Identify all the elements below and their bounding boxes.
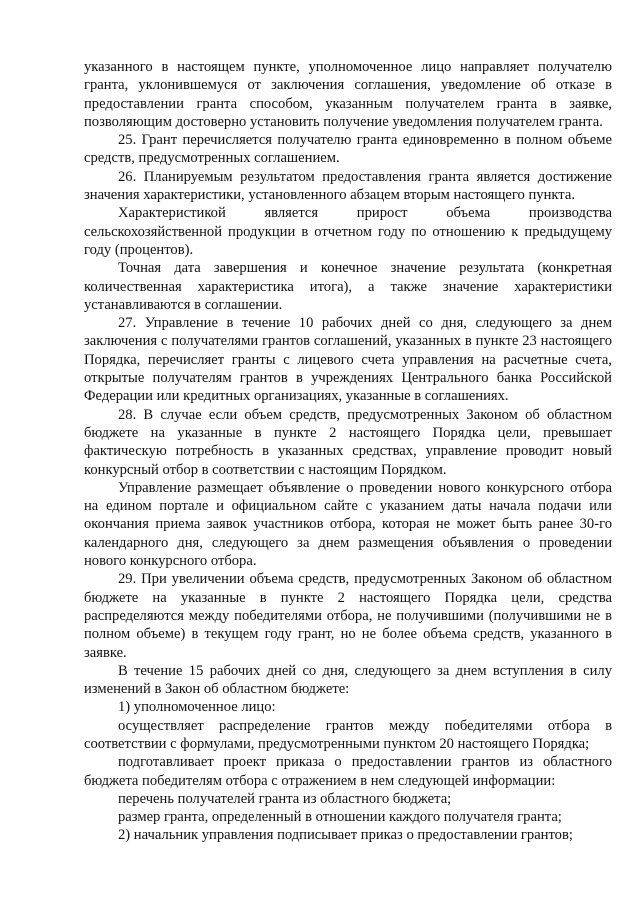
paragraph-item-26: 26. Планируемым результатом предоставления гранта является достижение значения характеристики, установленного абзацем вторым настоящего пункта. — [84, 168, 612, 204]
paragraph-exact-date: Точная дата завершения и конечное значение результата (конкретная количественная характеристика итога), а также значение характеристики устанавливаются в соглашении. — [84, 260, 612, 313]
paragraph-draft-order: подготавливает проект приказа о предоставлении грантов из областного бюджета победителям отбора с отражением в нем следующей информации: — [84, 754, 612, 789]
paragraph-item-29: 29. При увеличении объема средств, предусмотренных Законом об областном бюджете на указанные в пункте 2 настоящего Порядка цели, средства распределяются между победителями отбора, не получившими (получившими не в полном объеме) в текущем году грант, но не более объема средств, указанного в заявке. — [84, 571, 612, 661]
paragraph-distribution: осуществляет распределение грантов между победителями отбора в соответствии с формулами, предусмотренными пунктом 20 настоящего Порядка; — [84, 717, 612, 752]
paragraph-subitem-1: 1) уполномоченное лицо: — [118, 699, 276, 716]
document-page — [84, 58, 612, 845]
paragraph-announcement: Управление размещает объявление о проведении нового конкурсного отбора на едином портале и официальном сайте с указанием даты начала подачи или окончания приема заявок участников отбора, которая не может быть ранее 30-го календарного дня, следующего за днем размещения объявления о проведении нового конкурсного отбора. — [84, 479, 612, 570]
paragraph-fifteen-days: В течение 15 рабочих дней со дня, следующего за днем вступления в силу изменений в Закон об областном бюджете: — [84, 662, 612, 698]
paragraph-grant-size: размер гранта, определенный в отношении каждого получателя гранта; — [118, 809, 562, 826]
paragraph-recipient-list: перечень получателей гранта из областного бюджета; — [118, 790, 452, 807]
paragraph-item-27: 27. Управление в течение 10 рабочих дней со дня, следующего за днем заключения с получателями грантов соглашений, указанных в пункте 23 настоящего Порядка, перечисляет гранты с лицевого счета управления на расчетные счета, открытые получателям грантов в учреждениях Центрального банка Российской Федерации или кредитных организациях, указанные в соглашениях. — [84, 315, 612, 405]
paragraph-item-25: 25. Грант перечисляется получателю гранта единовременно в полном объеме средств, предусмотренных соглашением. — [84, 132, 612, 167]
paragraph-characteristic: Характеристикой является прирост объема производства сельскохозяйственной продукции в отчетном году по отношению к предыдущему году (процентов). — [84, 205, 612, 258]
paragraph-subitem-2: 2) начальник управления подписывает приказ о предоставлении грантов; — [118, 827, 573, 844]
paragraph-item-28: 28. В случае если объем средств, предусмотренных Законом об областном бюджете на указанные в пункте 2 настоящего Порядка цели, превышает фактическую потребность в указанных средствах, управление проводит новый конкурсный отбор в соответствии с настоящим Порядком. — [84, 406, 612, 478]
paragraph-continuation: указанного в настоящем пункте, уполномоченное лицо направляет получателю гранта, уклонившемуся от заключения соглашения, уведомление об отказе в предоставлении гранта способом, указанным получателем гранта в заявке, позволяющим достоверно установить получение уведомления получателем гранта. — [84, 59, 612, 130]
